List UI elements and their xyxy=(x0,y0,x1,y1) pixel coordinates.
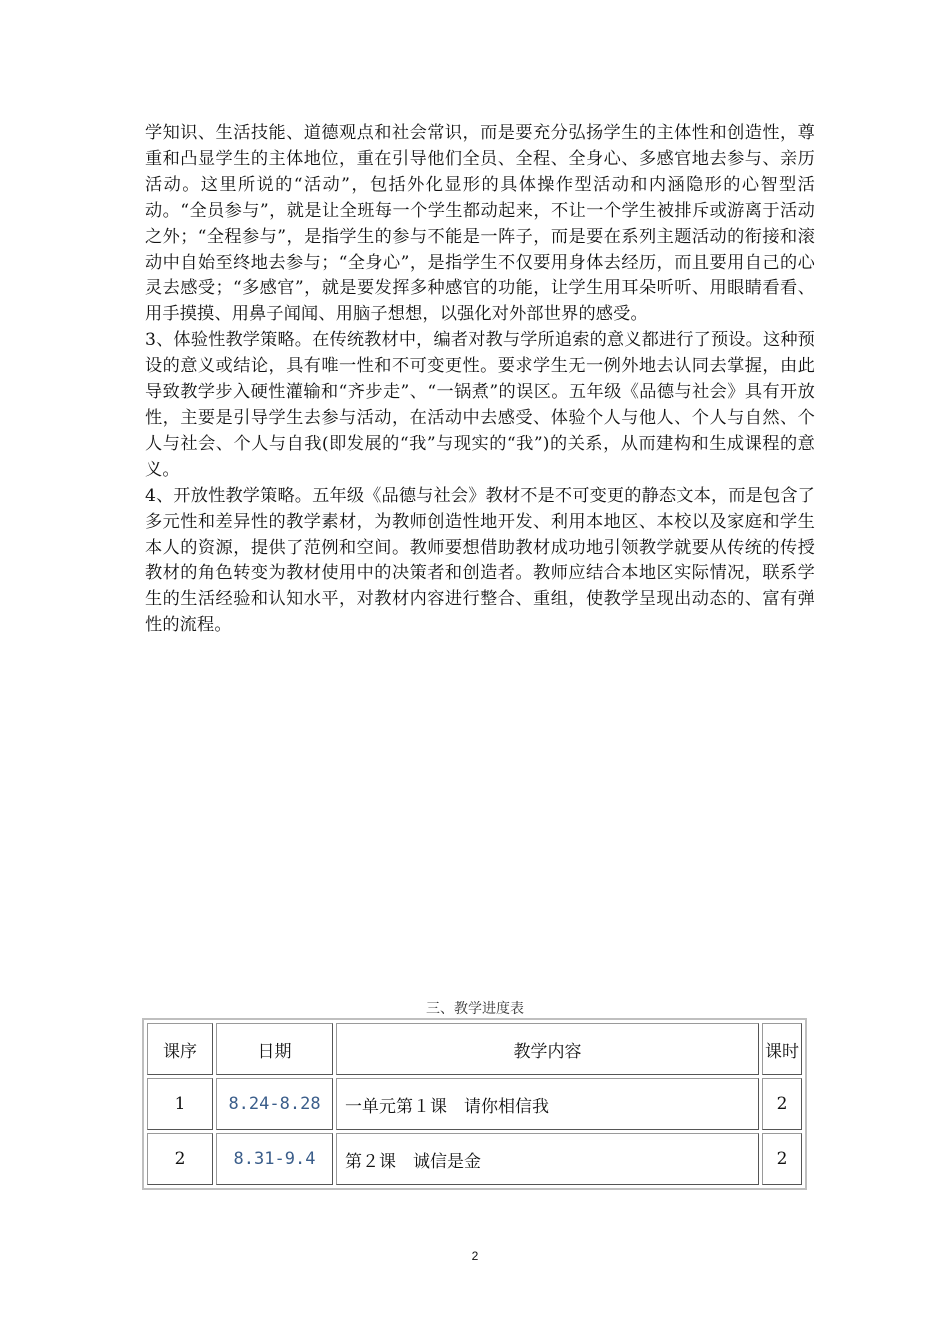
cell-hours: 2 xyxy=(762,1133,802,1185)
cell-hours: 2 xyxy=(762,1078,802,1130)
body-text xyxy=(145,121,815,639)
cell-date: 8.24-8.28 xyxy=(216,1078,333,1130)
header-lesson-order: 课序 xyxy=(147,1023,213,1075)
table-caption: 三、教学进度表 xyxy=(426,1001,524,1017)
page-number: 2 xyxy=(471,1249,479,1263)
header-date: 日期 xyxy=(216,1023,333,1075)
table-header-row xyxy=(147,1023,802,1075)
table-row xyxy=(147,1133,802,1185)
paragraph-open-strategy: 4、开放性教学策略。五年级《品德与社会》教材不是不可变更的静态文本，而是包含了多元性和差异性的教学素材，为教师创造性地开发、利用本地区、本校以及家庭和学生本人的资源，提供了范例和空间。教师要想借助教材成功地引领教学就要从传统的传授教材的角色转变为教材使用中的决策者和创造者。教师应结合本地区实际情况，联系学生的生活经验和认知水平，对教材内容进行整合、重组，使教学呈现出动态的、富有弹性的流程。 xyxy=(145,485,815,636)
teaching-schedule-table xyxy=(142,1018,807,1190)
cell-content: 一单元第１课 请你相信我 xyxy=(336,1078,759,1130)
cell-lesson-order: 1 xyxy=(147,1078,213,1130)
paragraph-activity: 学知识、生活技能、道德观点和社会常识，而是要充分弘扬学生的主体性和创造性，尊重和凸显学生的主体地位，重在引导他们全员、全程、全身心、多感官地去参与、亲历活动。这里所说的“活动”，包括外化显形的具体操作型活动和内涵隐形的心智型活动。“全员参与”，就是让全班每一个学生都动起来，不让一个学生被排斥或游离于活动之外；“全程参与”，是指学生的参与不能是一阵子，而是要在系列主题活动的衔接和滚动中自始至终地去参与；“全身心”，是指学生不仅要用身体去经历，而且要用自己的心灵去感受；“多感官”，就是要发挥多种感官的功能，让学生用耳朵听听、用眼睛看看、用手摸摸、用鼻子闻闻、用脑子想想，以强化对外部世界的感受。 xyxy=(145,123,815,325)
table-row xyxy=(147,1078,802,1130)
header-content: 教学内容 xyxy=(336,1023,759,1075)
cell-date: 8.31-9.4 xyxy=(216,1133,333,1185)
paragraph-experiential-strategy: 3、体验性教学策略。在传统教材中，编者对教与学所追索的意义都进行了预设。这种预设的意义或结论，具有唯一性和不可变更性。要求学生无一例外地去认同去掌握，由此导致教学步入硬性灌输和“齐步走”、“一锅煮”的误区。五年级《品德与社会》具有开放性，主要是引导学生去参与活动，在活动中去感受、体验个人与他人、个人与自然、个人与社会、个人与自我(即发展的“我”与现实的“我”)的关系，从而建构和生成课程的意义。 xyxy=(145,330,815,480)
header-hours: 课时 xyxy=(762,1023,802,1075)
cell-content: 第２课 诚信是金 xyxy=(336,1133,759,1185)
cell-lesson-order: 2 xyxy=(147,1133,213,1185)
